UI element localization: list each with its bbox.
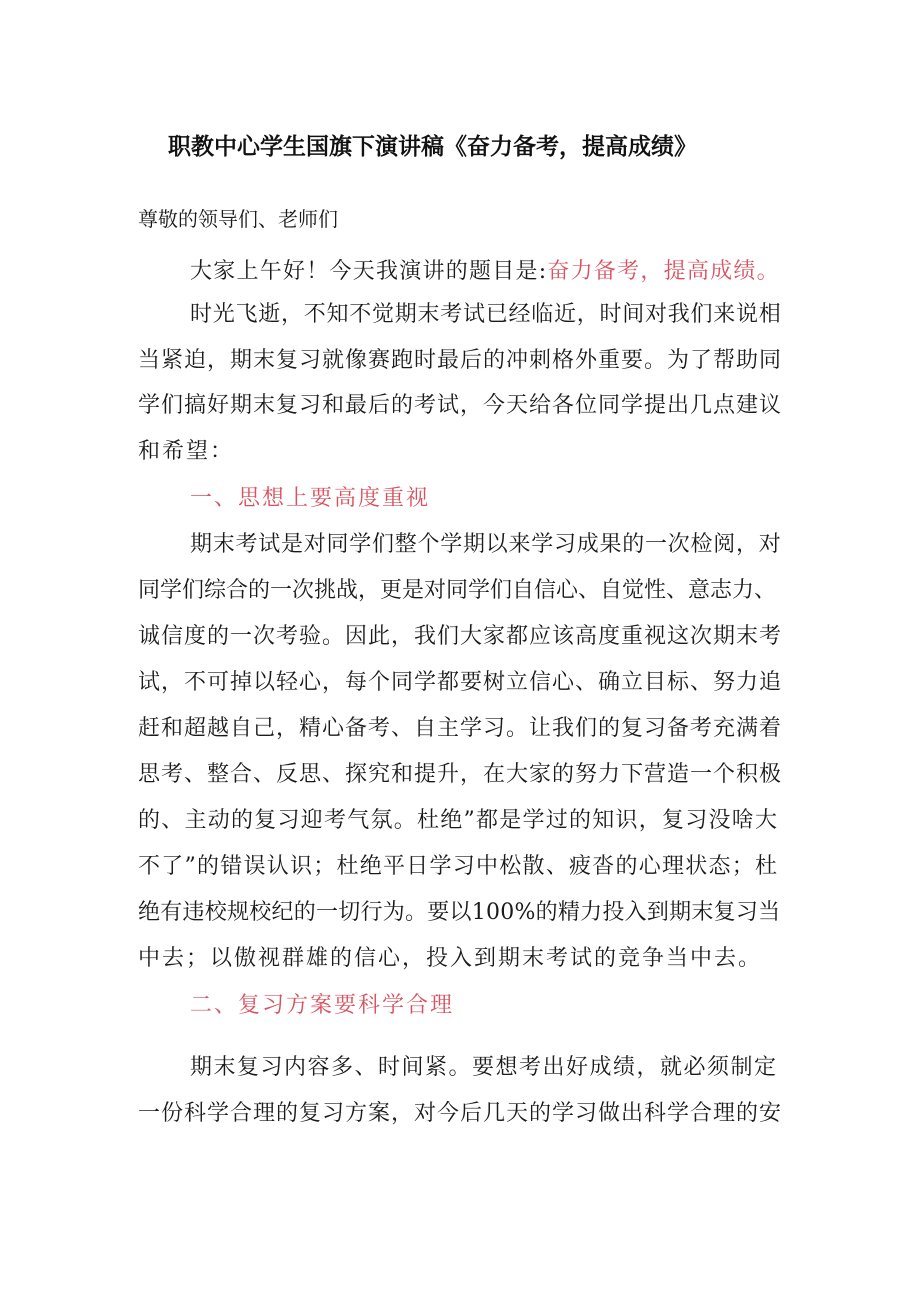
document-title: 职教中心学生国旗下演讲稿《奋力备考，提高成绩》 [168, 134, 697, 160]
greeting: 尊敬的领导们、老师们 [138, 207, 338, 231]
paragraph2-line: 绝有违校规校纪的一切行为。要以100%的精力投入到期末复习当 [138, 900, 781, 925]
paragraph2-line: 思考、整合、反思、探究和提升，在大家的努力下营造一个积极 [138, 762, 783, 787]
section-heading-1: 一、思想上要高度重视 [190, 486, 431, 511]
paragraph2-line: 期末考试是对同学们整个学期以来学习成果的一次检阅，对 [190, 532, 782, 557]
paragraph1-line: 学们搞好期末复习和最后的考试，今天给各位同学提出几点建议 [138, 393, 783, 418]
paragraph1-line: 当紧迫，期末复习就像赛跑时最后的冲刺格外重要。为了帮助同 [138, 348, 783, 373]
intro-prefix: 大家上午好！今天我演讲的题目是: [190, 259, 548, 284]
paragraph2-line: 同学们综合的一次挑战，更是对同学们自信心、自觉性、意志力、 [138, 578, 777, 603]
paragraph3-line: 期末复习内容多、时间紧。要想考出好成绩，就必须制定 [190, 1055, 778, 1080]
section-heading-2: 二、复习方案要科学合理 [190, 993, 455, 1018]
paragraph2-line: 诚信度的一次考验。因此，我们大家都应该高度重视这次期末考 [138, 624, 783, 649]
paragraph2-line: 不了”的错误认识；杜绝平日学习中松散、疲沓的心理状态；杜 [138, 854, 779, 879]
intro-topic: 奋力备考，提高成绩。 [547, 259, 780, 284]
paragraph2-line: 试，不可掉以轻心，每个同学都要树立信心、确立目标、努力追 [138, 670, 783, 695]
paragraph3-line: 一份科学合理的复习方案，对今后几天的学习做出科学合理的安 [138, 1101, 783, 1126]
paragraph2-line: 的、主动的复习迎考气氛。杜绝”都是学过的知识，复习没啥大 [138, 808, 779, 833]
paragraph1-line: 时光飞逝，不知不觉期末考试已经临近，时间对我们来说相 [190, 302, 782, 327]
paragraph2-line: 赶和超越自己，精心备考、自主学习。让我们的复习备考充满着 [138, 716, 783, 741]
intro-line [190, 254, 780, 285]
paragraph1-line: 和希望： [138, 439, 235, 464]
paragraph2-line: 中去；以傲视群雄的信心，投入到期末考试的竞争当中去。 [138, 946, 763, 971]
